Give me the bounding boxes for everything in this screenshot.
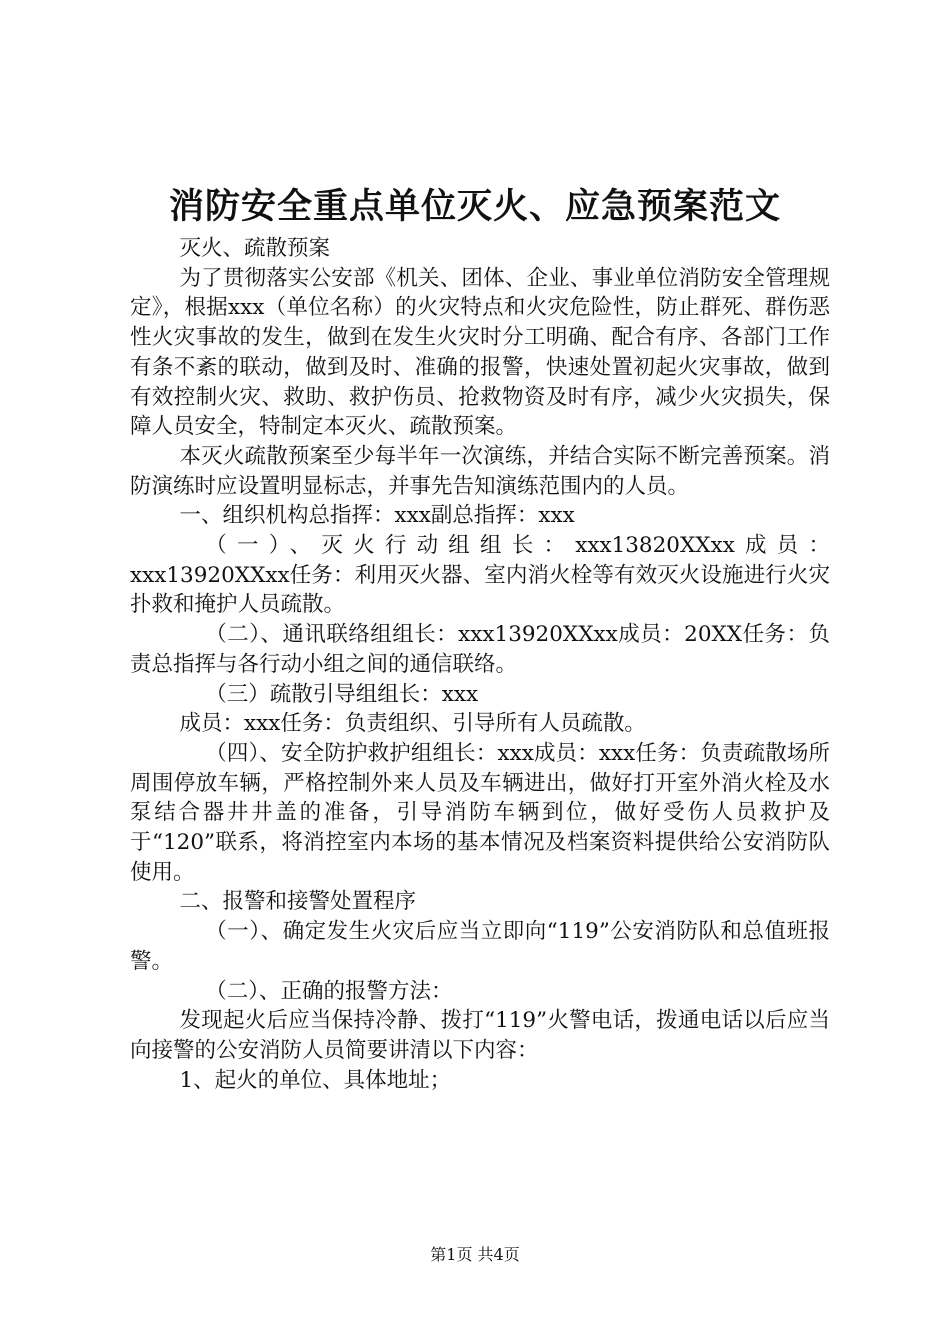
document-body	[130, 234, 830, 1095]
paragraph-heading-evacuation-plan: 灭火、疏散预案	[179, 236, 330, 261]
paragraph-safety-rescue-group: （四）、安全防护救护组组长：xxx成员：xxx任务：负责疏散场所周围停放车辆，严格控制外来人员及车辆进出，做好打开室外消火栓及水泵结合器井井盖的准备，引导消防车辆到位，做好受伤人员救护及于“120”联系，将消控室内本场的基本情况及档案资料提供给公安消防队使用。	[130, 740, 830, 885]
paragraph-purpose: 为了贯彻落实公安部《机关、团体、企业、事业单位消防安全管理规定》，根据xxx（单位名称）的火灾特点和火灾危险性，防止群死、群伤恶性火灾事故的发生，做到在发生火灾时分工明确、配合有序、各部门工作有条不紊的联动，做到及时、准确的报警，快速处置初起火灾事故，做到有效控制火灾、救助、救护伤员、抢救物资及时有序，减少火灾损失，保障人员安全，特制定本灭火、疏散预案。	[130, 265, 830, 440]
paragraph-alarm-step-one: （一）、确定发生火灾后应当立即向“119”公安消防队和总值班报警。	[130, 919, 830, 974]
paragraph-alarm-method-heading: （二）、正确的报警方法：	[205, 978, 453, 1004]
paragraph-evacuation-group: （三）疏散引导组组长：xxx	[205, 681, 479, 707]
document-title: 消防安全重点单位灭火、应急预案范文	[168, 186, 781, 227]
paragraph-firefighting-group: （一）、灭火行动组组长：xxx13820XXxx成员：xxx13920XXxx任务：利用灭火器、室内消火栓等有效灭火设施进行火灾扑救和掩护人员疏散。	[130, 533, 830, 618]
paragraph-evacuation-members: 成员：xxx任务：负责组织、引导所有人员疏散。	[179, 711, 646, 737]
paragraph-communication-group: （二）、通讯联络组组长：xxx13920XXxx成员：20XX任务：负责总指挥与各行动小组之间的通信联络。	[130, 622, 830, 677]
paragraph-alarm-procedure-heading: 二、报警和接警处置程序	[179, 889, 416, 915]
paragraph-organization: 一、组织机构总指挥：xxx副总指挥：xxx	[179, 503, 575, 529]
paragraph-drill-frequency: 本灭火疏散预案至少每半年一次演练，并结合实际不断完善预案。消防演练时应设置明显标志，并事先告知演练范围内的人员。	[130, 443, 830, 499]
paragraph-alarm-item-one: 1、起火的单位、具体地址；	[179, 1067, 452, 1093]
page-footer: 第1页 共4页	[430, 1245, 520, 1264]
paragraph-alarm-method: 发现起火后应当保持冷静、拨打“119”火警电话，拨通电话以后应当向接警的公安消防人员简要讲清以下内容：	[130, 1008, 830, 1063]
